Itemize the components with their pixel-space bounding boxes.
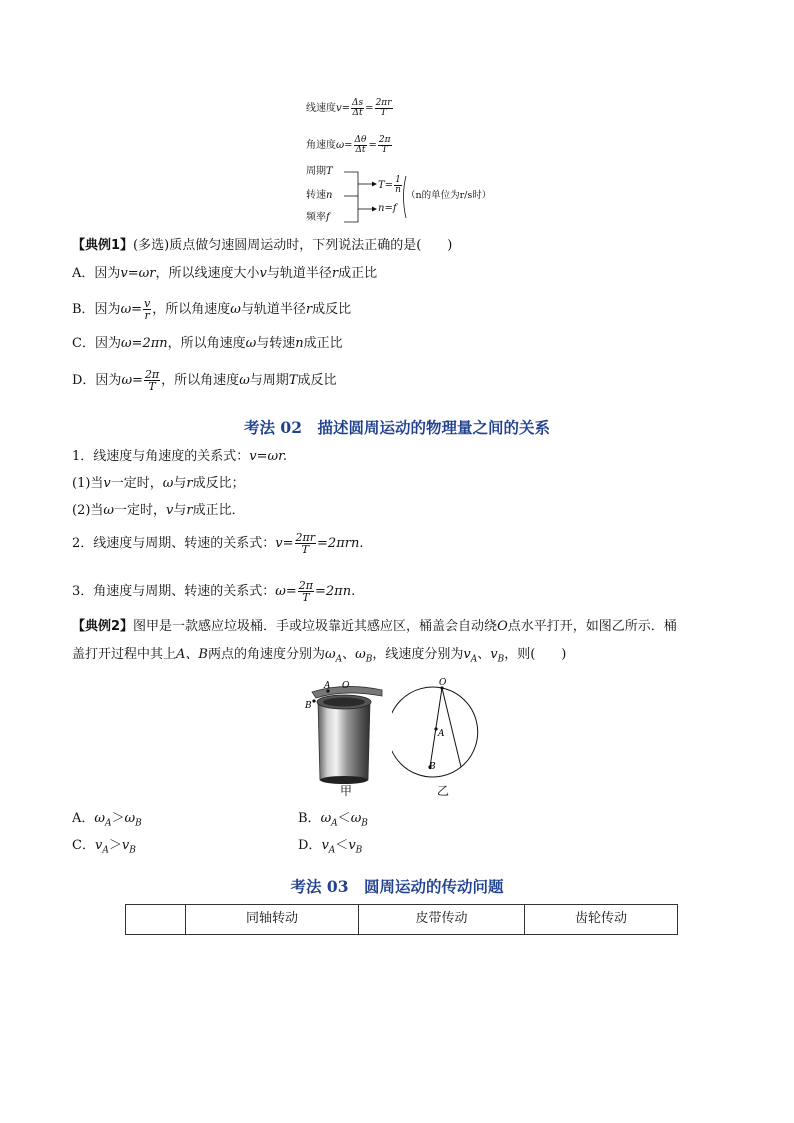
s2-l4-rhs: =2πrn. xyxy=(317,536,364,551)
ex2-wb: ω xyxy=(355,647,366,662)
opt-a-r: r xyxy=(331,266,339,281)
ex2-va-sub: A xyxy=(470,654,478,665)
freq-var: f xyxy=(326,212,330,223)
s2-l1-text: 1．线速度与角速度的关系式： xyxy=(72,449,250,464)
example1-option-a xyxy=(72,265,377,283)
example2-option-d xyxy=(298,837,362,860)
opt-b-prefix: B．因为 xyxy=(72,302,121,317)
ex2-l1-o: O xyxy=(497,619,508,634)
ex2-opt-a-label: A． xyxy=(72,811,95,826)
ex2-opt-b-lsub: A xyxy=(331,818,338,829)
s2-l5-lhs: ω= xyxy=(275,584,297,599)
s2-l2a: (1)当 xyxy=(72,476,104,491)
opt-d-w: ω xyxy=(239,373,250,388)
opt-a-formula: v=ωr xyxy=(120,266,156,281)
opt-b-lhs: ω= xyxy=(120,302,143,317)
opt-b-text: ，所以角速度 xyxy=(152,302,231,317)
s2-l3w: ω xyxy=(103,503,115,518)
lv-den1: Δt xyxy=(352,108,363,118)
ex2-opt-d-op: ＜ xyxy=(335,838,349,853)
opt-d-text: ，所以角速度 xyxy=(161,373,240,388)
transmission-table xyxy=(125,904,678,935)
s2-l2c: 与 xyxy=(173,476,187,491)
s2-l4-lhs: v= xyxy=(275,536,294,551)
lv-den2: T xyxy=(380,108,387,118)
opt-b-text2: 与轨道半径 xyxy=(240,302,306,317)
t-eq: T= xyxy=(378,180,394,191)
s2-l4-text: 2．线速度与周期、转速的关系式： xyxy=(72,536,276,551)
example2-option-b xyxy=(298,810,368,833)
ex2-opt-b-label: B． xyxy=(298,811,321,826)
ex2-opt-c-r: v xyxy=(121,838,130,853)
can-body xyxy=(318,702,370,783)
ex2-opt-c-label: C． xyxy=(72,838,95,853)
opt-a-text: ，所以线速度大小 xyxy=(155,266,260,281)
fig1-label-b: B xyxy=(305,701,312,711)
s2-l5-text: 3．角速度与周期、转速的关系式： xyxy=(72,584,276,599)
can-opening xyxy=(323,698,365,707)
av-var: ω xyxy=(336,140,345,151)
opt-c-text: ，所以角速度 xyxy=(167,336,246,351)
table-header-cell xyxy=(126,905,186,935)
lv-label: 线速度 xyxy=(306,103,336,114)
ex2-opt-b-r: ω xyxy=(350,811,362,826)
ex2-opt-a-l: ω xyxy=(94,811,105,826)
opt-c-w: ω xyxy=(245,336,257,351)
section2-line3 xyxy=(72,502,245,520)
example2-line2 xyxy=(72,646,566,669)
opt-c-prefix: C．因为 xyxy=(72,336,121,351)
ex2-opt-d-r: v xyxy=(348,838,356,853)
lid-rotation-diagram xyxy=(392,674,492,784)
freq-label xyxy=(306,212,330,224)
opt-c-text2: 与转速 xyxy=(256,336,296,351)
opt-a-prefix: A．因为 xyxy=(72,266,121,281)
opt-d-text3: 成反比 xyxy=(297,373,337,388)
s2-l3c: 与 xyxy=(173,503,187,518)
ex2-opt-a-op: ＞ xyxy=(111,811,125,826)
s2-l2d: 成反比； xyxy=(192,476,245,491)
s2-l3d: 成正比． xyxy=(192,503,245,518)
trash-can-figure xyxy=(298,676,388,796)
section3-heading: 考法 03 圆周运动的传动问题 xyxy=(290,877,504,896)
section2-heading: 考法 02 描述圆周运动的物理量之间的关系 xyxy=(244,418,550,437)
opt-b-text3: 成反比 xyxy=(312,302,352,317)
ex2-opt-b-l: ω xyxy=(320,811,332,826)
s2-l2w: ω xyxy=(162,476,174,491)
period-label xyxy=(306,166,333,178)
opt-d-prefix: D．因为 xyxy=(72,373,122,388)
example1-tag: 【典例1】 xyxy=(72,238,134,253)
unit-note: （n的单位为r/s时） xyxy=(406,190,492,201)
ex2-opt-c-l: v xyxy=(94,838,103,853)
linear-velocity-formula: 线速度v= $\frac{\Delta s}{\Delta t}$ = $\frac{2\pi r}{T}$ xyxy=(306,98,392,118)
s2-l3v: v xyxy=(166,503,174,518)
ex2-opt-b-rsub: B xyxy=(361,818,368,829)
example2-line1 xyxy=(72,618,677,636)
opt-c-text3: 成正比 xyxy=(303,336,343,351)
lv-num2: 2πr xyxy=(375,98,392,108)
example2-tag: 【典例2】 xyxy=(72,619,134,634)
figure-jia-caption: 甲 xyxy=(340,784,353,798)
ex2-va: v xyxy=(463,647,471,662)
t-formula xyxy=(378,176,403,195)
opt-d-t: T xyxy=(288,373,298,388)
ex2-l2-b: 两点的角速度分别为 xyxy=(207,647,325,662)
ex2-opt-d-label: D． xyxy=(298,838,322,853)
opt-d-num: 2π xyxy=(144,368,160,381)
speed-var: n xyxy=(326,190,333,201)
ex2-vb-sub: B xyxy=(497,654,505,665)
av-den2: T xyxy=(381,145,388,155)
lv-num1: Δs xyxy=(352,98,364,108)
opt-d-text2: 与周期 xyxy=(249,373,289,388)
s2-l3a: (2)当 xyxy=(72,503,104,518)
fig1-label-a: A xyxy=(324,681,331,691)
s2-l1-formula: v=ωr. xyxy=(249,449,288,464)
s2-l2r: r xyxy=(186,476,193,491)
opt-c-formula: ω=2πn xyxy=(120,336,168,351)
ex2-wa-sub: A xyxy=(335,654,343,665)
figure-yi-caption: 乙 xyxy=(437,784,450,798)
ex2-opt-a-r: ω xyxy=(124,811,136,826)
speed-text: 转速 xyxy=(306,190,326,201)
freq-text: 频率 xyxy=(306,212,326,223)
fig2-label-a: A xyxy=(438,729,445,739)
ex2-opt-c-op: ＞ xyxy=(108,838,122,853)
opt-a-v: v xyxy=(259,266,267,281)
ex2-opt-d-lsub: A xyxy=(328,845,336,856)
ex2-opt-c-rsub: B xyxy=(129,845,136,856)
fig2-label-o: O xyxy=(439,678,447,688)
fig1-label-o: O xyxy=(342,681,350,691)
section2-line5 xyxy=(72,580,355,603)
speed-label xyxy=(306,190,332,202)
circle-arc-left xyxy=(392,687,461,777)
example2-option-c xyxy=(72,837,136,860)
s2-l3b: 一定时， xyxy=(114,503,167,518)
ex2-opt-b-op: ＜ xyxy=(337,811,351,826)
s2-l2v: v xyxy=(103,476,111,491)
av-den1: Δt xyxy=(355,145,366,155)
fig2-label-b: B xyxy=(429,762,436,772)
opt-b-num: v xyxy=(144,297,151,310)
period-var: T xyxy=(326,166,333,177)
ex2-l2-end: ，则( ) xyxy=(504,647,567,662)
section2-line1 xyxy=(72,448,287,466)
relation-arrows xyxy=(330,160,410,230)
table-header-cell: 齿轮传动 xyxy=(525,905,678,935)
ex2-l2-c: ，线速度分别为 xyxy=(372,647,464,662)
opt-a-text2: 与轨道半径 xyxy=(266,266,332,281)
ex2-sep: 、 xyxy=(342,647,356,662)
av-num2: 2π xyxy=(378,135,391,145)
ex2-wb-sub: B xyxy=(365,654,373,665)
example1-option-d xyxy=(72,369,337,392)
circle-arc-right xyxy=(442,688,478,767)
ex2-opt-c-lsub: A xyxy=(102,845,109,856)
radius-line-edge xyxy=(442,688,461,767)
table-header-cell: 皮带传动 xyxy=(359,905,525,935)
example1-stem xyxy=(72,237,452,255)
table-header-row xyxy=(126,905,678,935)
ex2-wa: ω xyxy=(324,647,336,662)
n-eq: n=f xyxy=(378,203,397,214)
s2-l5-num: 2π xyxy=(298,579,314,592)
opt-b-den: r xyxy=(144,309,150,322)
ex2-opt-d-l: v xyxy=(321,838,329,853)
s2-l4-num: 2πr xyxy=(295,531,316,544)
s2-l5-den: T xyxy=(302,591,310,604)
section2-line4 xyxy=(72,532,363,555)
opt-b-r: r xyxy=(305,302,313,317)
ex2-opt-a-rsub: B xyxy=(135,818,142,829)
ex2-l1-text: 图甲是一款感应垃圾桶．手或垃圾靠近其感应区，桶盖会自动绕 xyxy=(133,619,498,634)
table-header-cell: 同轴转动 xyxy=(186,905,359,935)
ex2-l1-end: 点水平打开，如图乙所示．桶 xyxy=(507,619,677,634)
ex2-l2-text: 盖打开过程中其上 xyxy=(72,647,177,662)
opt-b-w: ω xyxy=(230,302,241,317)
example1-option-c xyxy=(72,335,343,353)
opt-d-lhs: ω= xyxy=(121,373,143,388)
t-den: n xyxy=(395,185,401,195)
point-b-dot xyxy=(312,699,315,702)
section2-line2 xyxy=(72,475,245,493)
s2-l2b: 一定时， xyxy=(110,476,163,491)
ex2-opt-d-rsub: B xyxy=(355,845,363,856)
s2-l5-rhs: =2πn. xyxy=(315,584,356,599)
example1-option-b xyxy=(72,298,351,321)
period-text: 周期 xyxy=(306,166,326,177)
t-num: 1 xyxy=(395,175,401,185)
lv-var: v xyxy=(336,103,342,114)
opt-d-den: T xyxy=(148,380,156,393)
ex2-opt-a-lsub: A xyxy=(105,818,112,829)
opt-a-text3: 成正比 xyxy=(338,266,378,281)
example2-option-a xyxy=(72,810,142,833)
angular-velocity-formula: 角速度ω= $\frac{\Delta\theta}{\Delta t}$ = $\frac{2\pi}{T}$ xyxy=(306,135,391,155)
opt-c-n: n xyxy=(295,336,304,351)
example1-stem-text: (多选)质点做匀速圆周运动时，下列说法正确的是( ) xyxy=(133,238,453,253)
ex2-l2-ab: A、B xyxy=(176,647,208,662)
ex2-vb: v xyxy=(490,647,498,662)
av-label: 角速度 xyxy=(306,140,336,151)
s2-l3r: r xyxy=(186,503,193,518)
s2-l4-den: T xyxy=(301,543,309,556)
av-num1: Δθ xyxy=(354,135,367,145)
n-formula xyxy=(378,203,397,215)
ex2-sep2: 、 xyxy=(477,647,491,662)
